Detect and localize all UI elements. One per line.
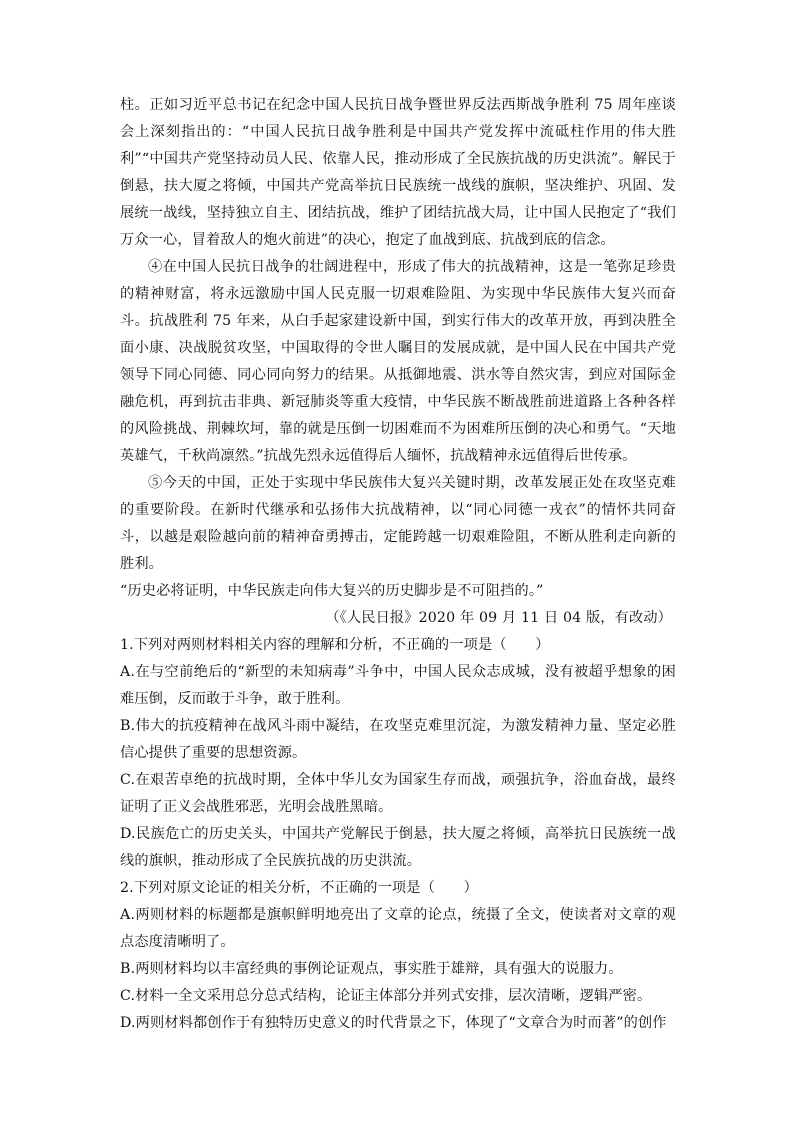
question-1-option-a: A.在与空前绝后的“新型的未知病毒”斗争中，中国人民众志成城，没有被超乎想象的困难压倒，反而敢于斗争，敢于胜利。 bbox=[120, 664, 676, 707]
question-1-option-b: B.伟大的抗疫精神在战风斗雨中凝结，在攻坚克难里沉淀，为激发精神力量、坚定必胜信心提供了重要的思想资源。 bbox=[120, 718, 676, 761]
document-body bbox=[120, 92, 676, 1037]
question-1-option-c: C.在艰苦卓绝的抗战时期，全体中华儿女为国家生存而战，顽强抗争，浴血奋战，最终证明了正义会战胜邪恶，光明会战胜黑暗。 bbox=[120, 772, 676, 815]
passage-paragraph-3-end: 柱。正如习近平总书记在纪念中国人民抗日战争暨世界反法西斯战争胜利 75 周年座谈会上深刻指出的：“中国人民抗日战争胜利是中国共产党发挥中流砥柱作用的伟大胜利”“中国共产党坚持动员人民、依靠人民，推动形成了全民族抗战的历史洪流”。解民于倒悬，扶大厦之将倾，中国共产党高举抗日民族统一战线的旗帜，坚决维护、巩固、发展统一战线，坚持独立自主、团结抗战，维护了团结抗战大局，让中国人民抱定了“我们万众一心，冒着敌人的炮火前进”的决心，抱定了血战到底、抗战到底的信念。 bbox=[120, 97, 676, 248]
question-2-option-a: A.两则材料的标题都是旗帜鲜明地亮出了文章的论点，统摄了全文，使读者对文章的观点态度清晰明了。 bbox=[120, 907, 676, 950]
question-2-option-d: D.两则材料都创作于有独特历史意义的时代背景之下，体现了“文章合为时而著”的创作 bbox=[120, 1015, 667, 1031]
passage-paragraph-5: ⑤今天的中国，正处于实现中华民族伟大复兴关键时期，改革发展正处在攻坚克难的重要阶段。在新时代继承和弘扬伟大抗战精神，以“同心同德一戎衣”的情怀共同奋斗，以越是艰险越向前的精神奋勇搏击，定能跨越一切艰难险阻，不断从胜利走向新的胜利。 bbox=[120, 475, 676, 572]
question-2-option-b: B.两则材料均以丰富经典的事例论证观点，事实胜于雄辩，具有强大的说服力。 bbox=[120, 961, 623, 977]
source-citation: （《人民日报》2020 年 09 月 11 日 04 版，有改动） bbox=[325, 610, 672, 626]
question-2-option-c: C.材料一全文采用总分总式结构，论证主体部分并列式安排，层次清晰，逻辑严密。 bbox=[120, 988, 652, 1004]
passage-paragraph-4: ④在中国人民抗日战争的壮阔进程中，形成了伟大的抗战精神，这是一笔弥足珍贵的精神财富，将永远激励中国人民克服一切艰难险阻、为实现中华民族伟大复兴而奋斗。抗战胜利 75 年来，从白手起家建设新中国，到实行伟大的改革开放，再到决胜全面小康、决战脱贫攻坚，中国取得的令世人瞩目的发展成就，是中国人民在中国共产党领导下同心同德、同心同向努力的结果。从抵御地震、洪水等自然灾害，到应对国际金融危机，再到抗击非典、新冠肺炎等重大疫情，中华民族不断战胜前进道路上各种各样的风险挑战、荆棘坎坷，靠的就是压倒一切困难而不为困难所压倒的决心和勇气。“天地英雄气，千秋尚凛然。”抗战先烈永远值得后人缅怀，抗战精神永远值得后世传承。 bbox=[120, 259, 676, 464]
question-2-stem: 2.下列对原文论证的相关分析，不正确的一项是（ ） bbox=[120, 880, 478, 896]
question-1-stem: 1.下列对两则材料相关内容的理解和分析，不正确的一项是（ ） bbox=[120, 637, 550, 653]
passage-closing-quote: “历史必将证明，中华民族走向伟大复兴的历史脚步是不可阻挡的。” bbox=[120, 583, 544, 599]
question-1-option-d: D.民族危亡的历史关头，中国共产党解民于倒悬，扶大厦之将倾，高举抗日民族统一战线的旗帜，推动形成了全民族抗战的历史洪流。 bbox=[120, 826, 676, 869]
